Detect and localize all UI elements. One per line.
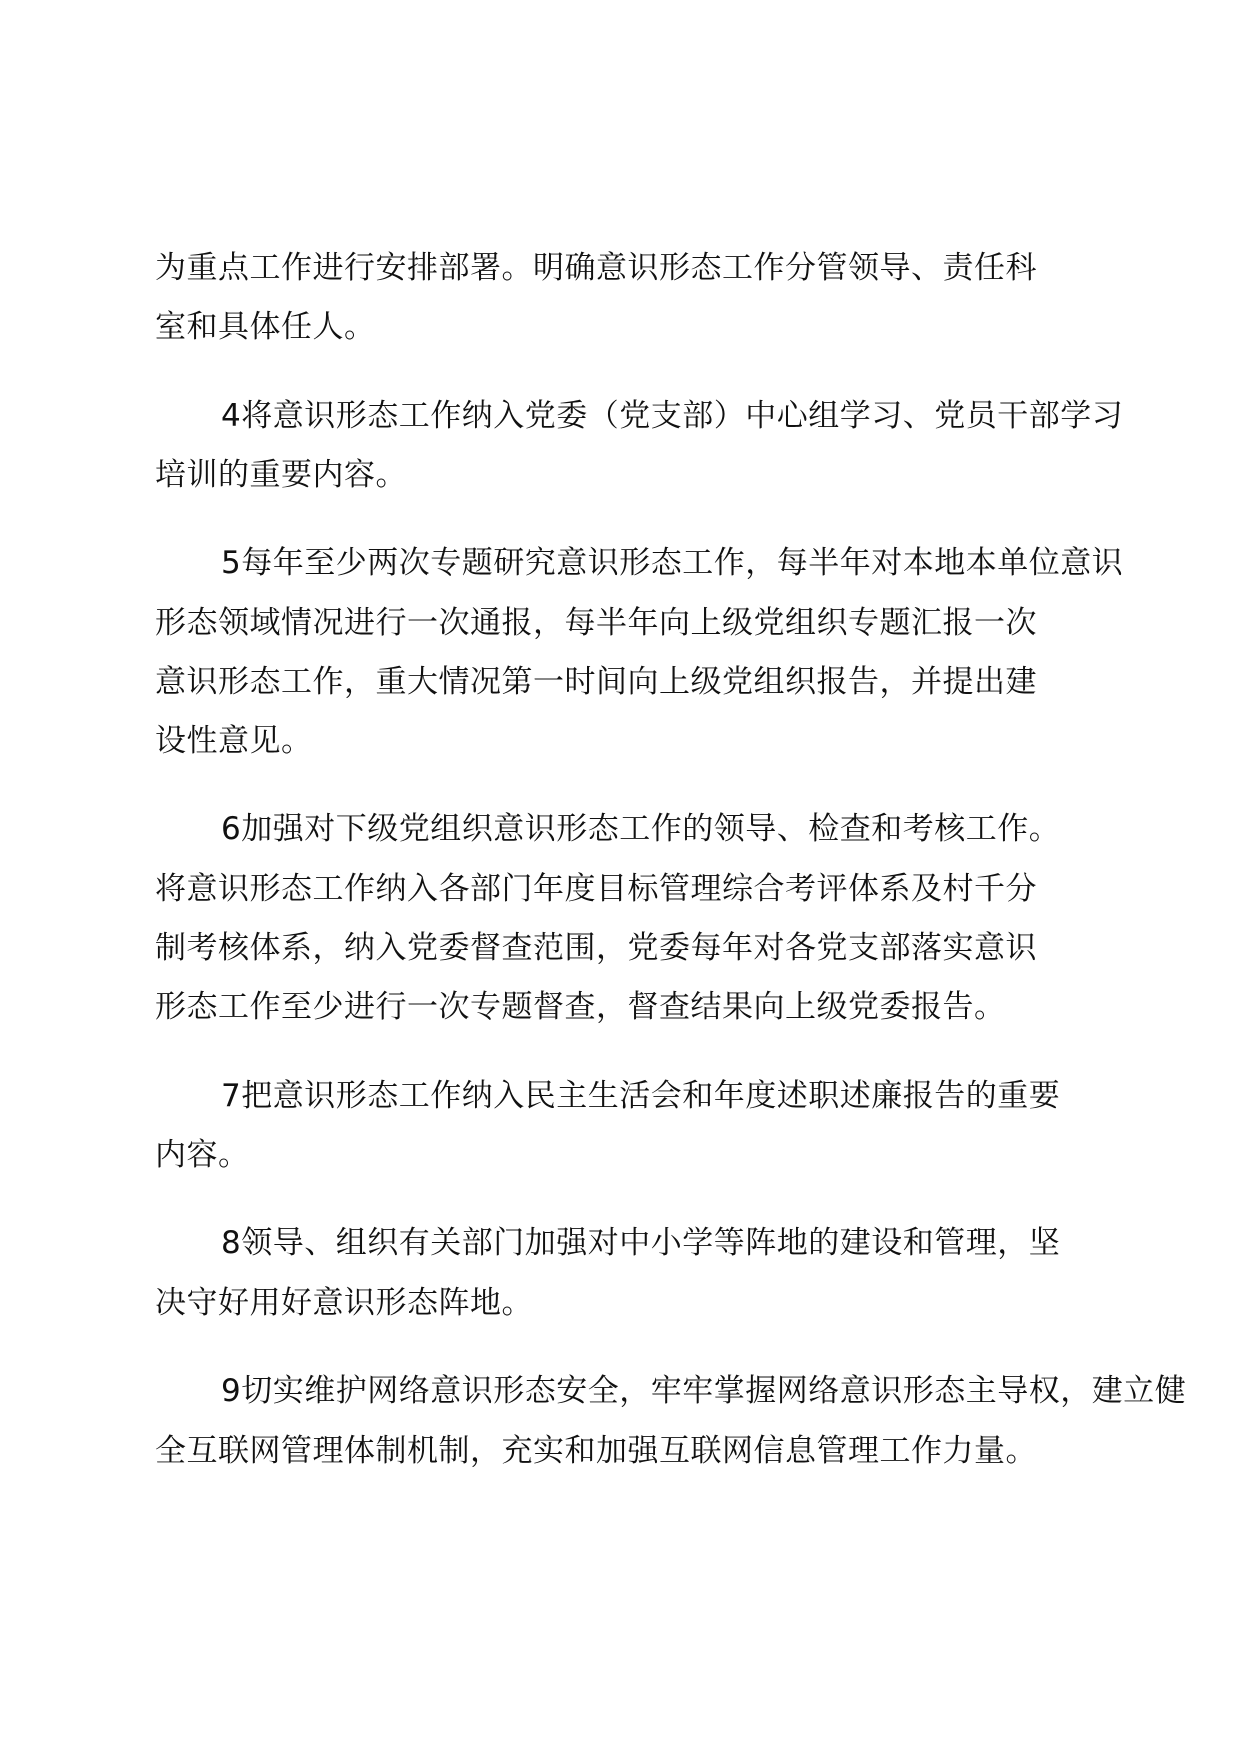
paragraph-line: 5每年至少两次专题研究意识形态工作，每半年对本地本单位意识 <box>221 545 1124 581</box>
paragraph-line: 6加强对下级党组织意识形态工作的领导、检查和考核工作。 <box>221 811 1061 847</box>
paragraph-line: 形态工作至少进行一次专题督查，督查结果向上级党委报告。 <box>155 989 1006 1025</box>
paragraph-line: 7把意识形态工作纳入民主生活会和年度述职述廉报告的重要 <box>221 1078 1061 1114</box>
paragraph-line: 内容。 <box>155 1137 250 1173</box>
paragraph-line: 为重点工作进行安排部署。明确意识形态工作分管领导、责任科 <box>155 250 1037 286</box>
paragraph-line: 8领导、组织有关部门加强对中小学等阵地的建设和管理，坚 <box>221 1225 1061 1261</box>
paragraph-line: 制考核体系，纳入党委督查范围，党委每年对各党支部落实意识 <box>155 930 1037 966</box>
paragraph-line: 设性意见。 <box>155 723 313 759</box>
paragraph-line: 意识形态工作，重大情况第一时间向上级党组织报告，并提出建 <box>155 664 1037 700</box>
paragraph-line: 决守好用好意识形态阵地。 <box>155 1285 533 1321</box>
paragraph-line: 9切实维护网络意识形态安全，牢牢掌握网络意识形态主导权，建立健 <box>221 1373 1187 1409</box>
paragraph-line: 4将意识形态工作纳入党委（党支部）中心组学习、党员干部学习 <box>221 398 1124 434</box>
paragraph-line: 将意识形态工作纳入各部门年度目标管理综合考评体系及村千分 <box>155 871 1037 907</box>
paragraph-line: 全互联网管理体制机制，充实和加强互联网信息管理工作力量。 <box>155 1433 1037 1469</box>
paragraph-line: 培训的重要内容。 <box>155 457 407 493</box>
paragraph-line: 形态领域情况进行一次通报，每半年向上级党组织专题汇报一次 <box>155 605 1037 641</box>
paragraph-line: 室和具体任人。 <box>155 309 376 345</box>
